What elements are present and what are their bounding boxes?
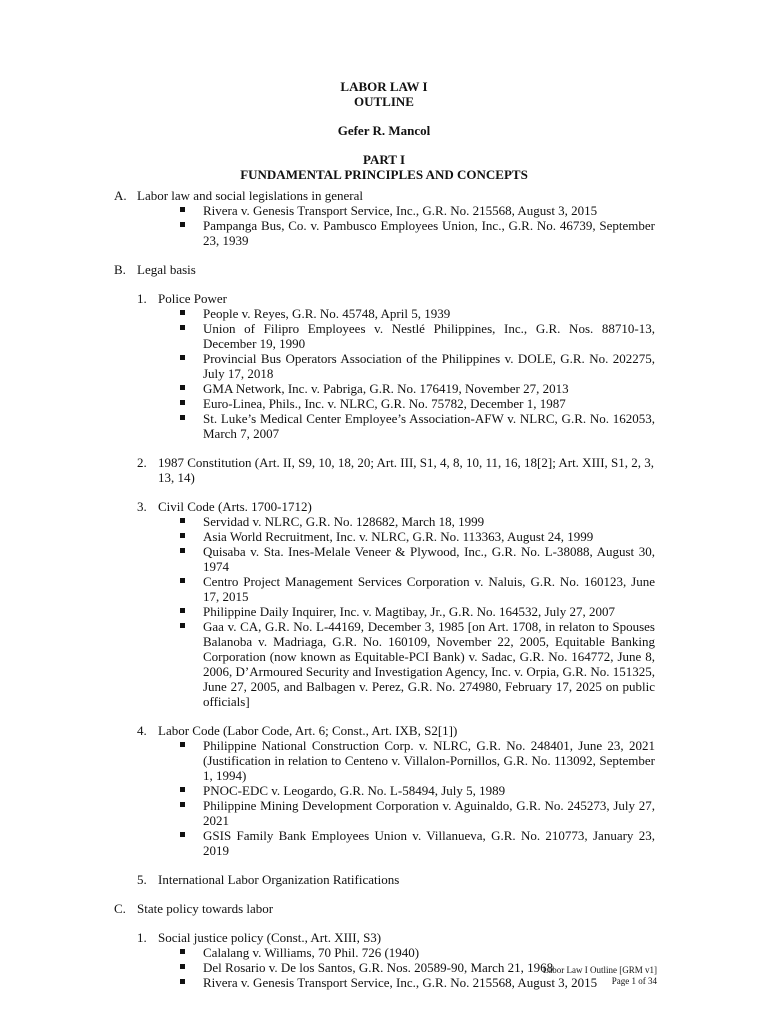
subsection-item — [0, 455, 658, 485]
case-citation-text: Pampanga Bus, Co. v. Pambusco Employees Union, Inc., G.R. No. 46739, September 23, 1939 — [203, 218, 655, 248]
section-heading — [0, 262, 657, 277]
section-label: A. — [114, 188, 127, 203]
case-citation-item — [0, 604, 655, 619]
case-citation-item — [0, 411, 655, 441]
title-block — [0, 79, 768, 182]
case-citation-item — [0, 544, 655, 574]
subsection-item — [0, 723, 658, 738]
case-citation-item — [0, 514, 655, 529]
case-citation-text: Philippine Mining Development Corporation v. Aguinaldo, G.R. No. 245273, July 27, 2021 — [203, 798, 655, 828]
case-citation-item — [0, 783, 655, 798]
case-citation-text: GMA Network, Inc. v. Pabriga, G.R. No. 176419, November 27, 2013 — [203, 381, 569, 396]
square-bullet-icon — [180, 832, 185, 837]
case-citation-text: Calalang v. Williams, 70 Phil. 726 (1940) — [203, 945, 420, 960]
section-label: C. — [114, 901, 126, 916]
case-citation-text: Asia World Recruitment, Inc. v. NLRC, G.R. No. 113363, August 24, 1999 — [203, 529, 594, 544]
outline-body — [0, 188, 768, 990]
doc-subtitle: OUTLINE — [354, 94, 414, 109]
case-citation-item — [0, 218, 655, 248]
case-citation-item — [0, 321, 655, 351]
author-name: Gefer R. Mancol — [337, 123, 431, 138]
subsection-number: 2. — [137, 455, 147, 470]
section-label: B. — [114, 262, 126, 277]
case-citation-item — [0, 945, 655, 960]
square-bullet-icon — [180, 802, 185, 807]
subsection-item — [0, 291, 658, 306]
square-bullet-icon — [180, 949, 185, 954]
subsection-item — [0, 872, 658, 887]
square-bullet-icon — [180, 742, 185, 747]
case-citation-item — [0, 574, 655, 604]
case-citation-item — [0, 203, 655, 218]
square-bullet-icon — [180, 787, 185, 792]
square-bullet-icon — [180, 518, 185, 523]
case-citation-text: Philippine National Construction Corp. v. NLRC, G.R. No. 248401, June 23, 2021 (Justification in relation to Centeno v. Villalon-Pornillos, G.R. No. 113092, September 1, 1994) — [203, 738, 655, 783]
section-title: State policy towards labor — [137, 901, 274, 916]
case-citation-text: Rivera v. Genesis Transport Service, Inc., G.R. No. 215568, August 3, 2015 — [203, 203, 598, 218]
subsection-item — [0, 930, 658, 945]
subsection-text: International Labor Organization Ratifications — [158, 872, 400, 887]
case-citation-text: People v. Reyes, G.R. No. 45748, April 5, 1939 — [203, 306, 451, 321]
subsection-text: Civil Code (Arts. 1700-1712) — [158, 499, 312, 514]
subsection-number: 1. — [137, 291, 147, 306]
case-citation-item — [0, 306, 655, 321]
subsection-number: 4. — [137, 723, 147, 738]
case-citation-item — [0, 619, 655, 709]
case-citation-text: Del Rosario v. De los Santos, G.R. Nos. 20589-90, March 21, 1968 — [203, 960, 554, 975]
section-title: Legal basis — [137, 262, 196, 277]
square-bullet-icon — [180, 400, 185, 405]
case-citation-text: Rivera v. Genesis Transport Service, Inc., G.R. No. 215568, August 3, 2015 — [203, 975, 598, 990]
section-heading — [0, 188, 657, 203]
square-bullet-icon — [180, 415, 185, 420]
subsection-text: 1987 Constitution (Art. II, S9, 10, 18, 20; Art. III, S1, 4, 8, 10, 11, 16, 18[2]; Art. XIII, S1, 2, 3, 13, 14) — [158, 455, 655, 485]
case-citation-text: Euro-Linea, Phils., Inc. v. NLRC, G.R. No. 75782, December 1, 1987 — [203, 396, 566, 411]
square-bullet-icon — [180, 979, 185, 984]
subsection-text: Labor Code (Labor Code, Art. 6; Const., Art. IXB, S2[1]) — [158, 723, 458, 738]
subsection-text: Police Power — [158, 291, 227, 306]
case-citation-item — [0, 798, 655, 828]
square-bullet-icon — [180, 207, 185, 212]
part-title: FUNDAMENTAL PRINCIPLES AND CONCEPTS — [240, 167, 528, 182]
case-citation-item — [0, 381, 655, 396]
square-bullet-icon — [180, 533, 185, 538]
case-citation-item — [0, 738, 655, 783]
case-citation-text: GSIS Family Bank Employees Union v. Villanueva, G.R. No. 210773, January 23, 2019 — [203, 828, 655, 858]
case-citation-item — [0, 396, 655, 411]
case-citation-text: Centro Project Management Services Corporation v. Naluis, G.R. No. 160123, June 17, 2015 — [203, 574, 655, 604]
case-citation-text: Quisaba v. Sta. Ines-Melale Veneer & Plywood, Inc., G.R. No. L-38088, August 30, 1974 — [203, 544, 655, 574]
subsection-number: 3. — [137, 499, 147, 514]
case-citation-text: Philippine Daily Inquirer, Inc. v. Magtibay, Jr., G.R. No. 164532, July 27, 2007 — [203, 604, 615, 619]
square-bullet-icon — [180, 623, 185, 628]
square-bullet-icon — [180, 608, 185, 613]
case-citation-text: Provincial Bus Operators Association of the Philippines v. DOLE, G.R. No. 202275, July 17, 2018 — [203, 351, 655, 381]
subsection-number: 1. — [137, 930, 147, 945]
subsection-text: Social justice policy (Const., Art. XIII, S3) — [158, 930, 382, 945]
square-bullet-icon — [180, 385, 185, 390]
square-bullet-icon — [180, 310, 185, 315]
case-citation-text: Union of Filipro Employees v. Nestlé Philippines, Inc., G.R. Nos. 88710-13, December 19, 1990 — [203, 321, 655, 351]
case-citation-item — [0, 351, 655, 381]
section-title: Labor law and social legislations in general — [137, 188, 363, 203]
square-bullet-icon — [180, 548, 185, 553]
doc-title: LABOR LAW I — [340, 79, 428, 94]
case-citation-text: Gaa v. CA, G.R. No. L-44169, December 3, 1985 [on Art. 1708, in relaton to Spouses Balanoba v. Madriaga, G.R. No. 160109, November 22, 2005, Equitable Banking Corporation (now known as Equitable-PCI Bank) v. Sadac, G.R. No. 164772, June 8, 2006, D’Armoured Security and Investigation Agency, Inc. v. Orpia, G.R. No. 151325, June 27, 2005, and Balbagen v. Perez, G.R. No. 274980, February 17, 2025 on public officials] — [203, 619, 655, 709]
square-bullet-icon — [180, 325, 185, 330]
square-bullet-icon — [180, 578, 185, 583]
square-bullet-icon — [180, 355, 185, 360]
footer-doc-name: Labor Law I Outline [GRM v1] — [542, 965, 657, 975]
square-bullet-icon — [180, 964, 185, 969]
case-citation-text: Servidad v. NLRC, G.R. No. 128682, March 18, 1999 — [203, 514, 485, 529]
subsection-item — [0, 499, 658, 514]
square-bullet-icon — [180, 222, 185, 227]
page-footer — [543, 965, 657, 987]
case-citation-text: PNOC-EDC v. Leogardo, G.R. No. L-58494, July 5, 1989 — [203, 783, 506, 798]
subsection-number: 5. — [137, 872, 147, 887]
part-label: PART I — [362, 152, 406, 167]
section-heading — [0, 901, 657, 916]
case-citation-text: St. Luke’s Medical Center Employee’s Association-AFW v. NLRC, G.R. No. 162053, March 7, 2007 — [203, 411, 655, 441]
footer-page-number: Page 1 of 34 — [611, 976, 657, 986]
case-citation-item — [0, 529, 655, 544]
case-citation-item — [0, 828, 655, 858]
